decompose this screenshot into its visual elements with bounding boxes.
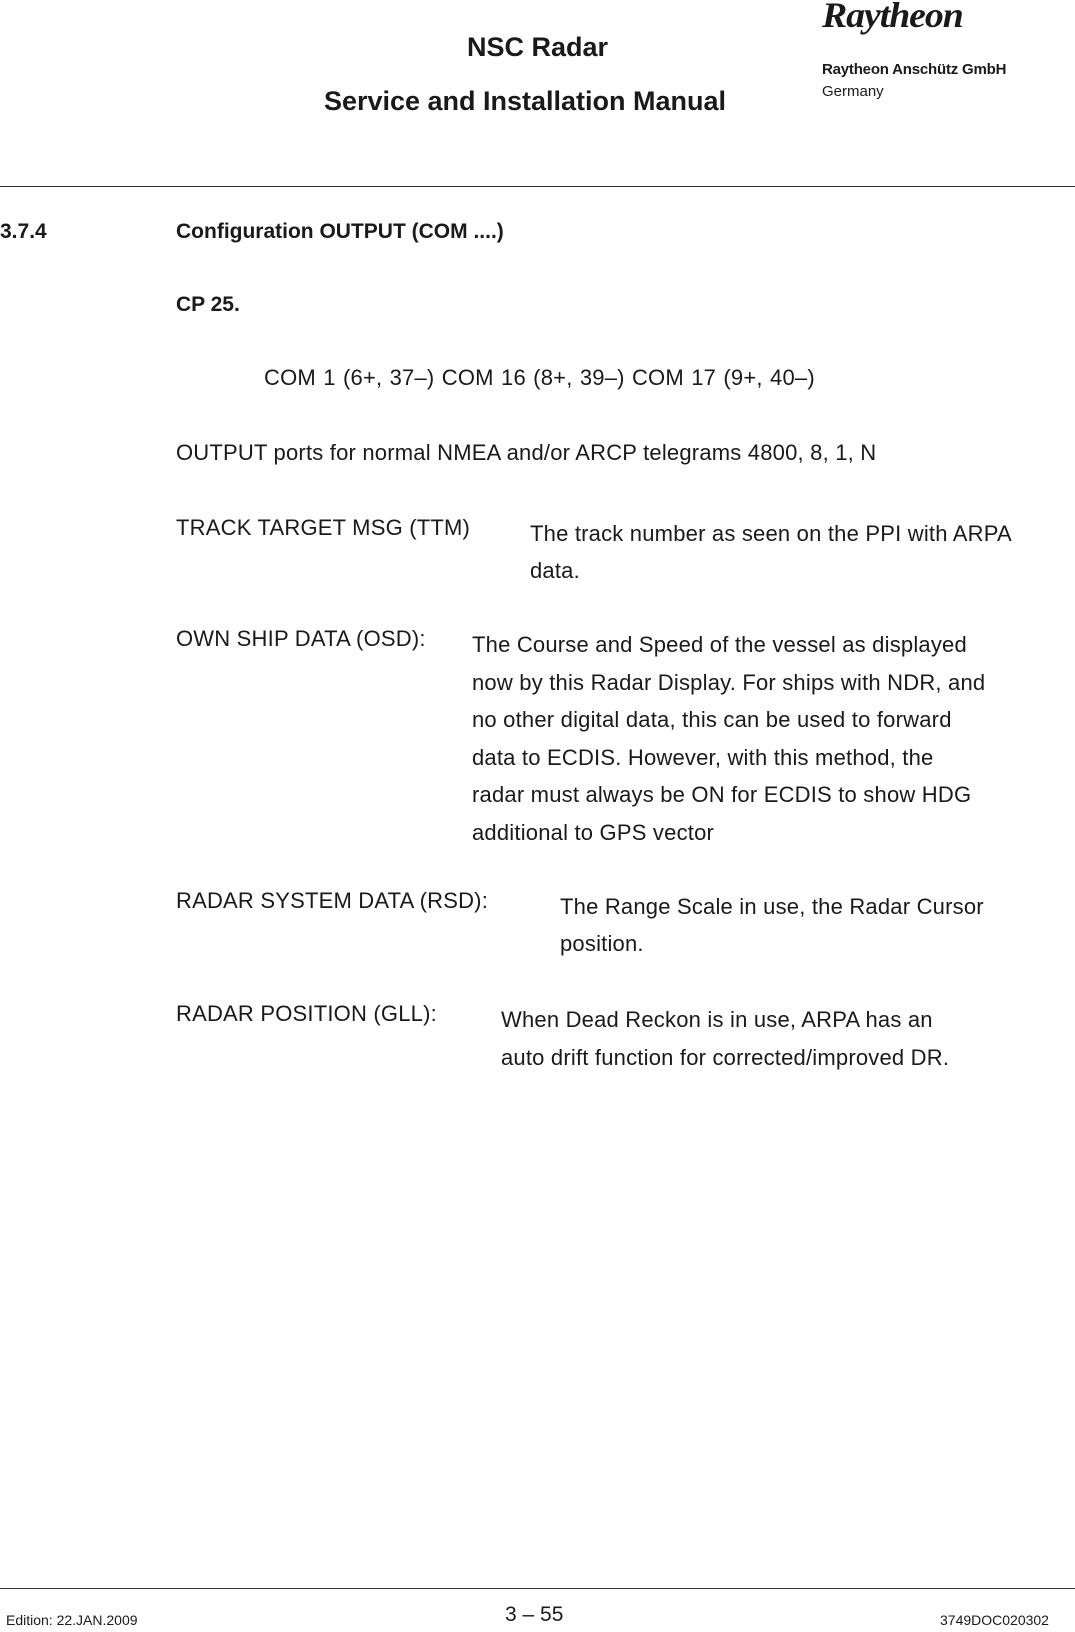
- desc-line: position.: [560, 931, 644, 956]
- footer-divider: [0, 1588, 1075, 1589]
- definition-term-osd: OWN SHIP DATA (OSD):: [176, 626, 426, 651]
- section-title: Configuration OUTPUT (COM ....): [176, 220, 504, 243]
- config-page-label: CP 25.: [176, 293, 240, 316]
- raytheon-logo: Raytheon: [822, 0, 963, 35]
- page-title: NSC Radar: [466, 32, 609, 62]
- definition-term-gll: RADAR POSITION (GLL):: [176, 1001, 437, 1026]
- edition-date: Edition: 22.JAN.2009: [6, 1612, 138, 1628]
- header-divider: [0, 186, 1075, 187]
- company-country: Germany: [822, 83, 884, 100]
- desc-line: radar must always be ON for ECDIS to show HDG: [472, 782, 972, 807]
- com-ports-line: COM 1 (6+, 37–) COM 16 (8+, 39–) COM 17 (9+, 40–): [264, 365, 815, 390]
- desc-line: auto drift function for corrected/improved DR.: [501, 1044, 950, 1070]
- desc-line: no other digital data, this can be used to forward: [472, 707, 952, 732]
- document-code: 3749DOC020302: [940, 1612, 1049, 1628]
- desc-line: data to ECDIS. However, with this method, the: [472, 744, 934, 770]
- definition-desc-rsd: [560, 888, 1070, 962]
- output-ports-line: OUTPUT ports for normal NMEA and/or ARCP telegrams 4800, 8, 1, N: [176, 440, 877, 465]
- page-subtitle: Service and Installation Manual: [323, 86, 727, 116]
- definition-desc-osd: [472, 626, 1062, 851]
- desc-line: additional to GPS vector: [472, 819, 715, 845]
- desc-line: now by this Radar Display. For ships with NDR, and: [472, 669, 986, 695]
- desc-line: data.: [530, 558, 580, 583]
- desc-line: The Range Scale in use, the Radar Cursor: [560, 894, 984, 919]
- definition-term-rsd: RADAR SYSTEM DATA (RSD):: [176, 888, 489, 913]
- page-number: 3 – 55: [505, 1603, 564, 1626]
- desc-line: When Dead Reckon is in use, ARPA has an: [501, 1007, 933, 1032]
- definition-desc-gll: [501, 1001, 1041, 1076]
- company-name: Raytheon Anschütz GmbH: [822, 61, 1007, 78]
- section-number: 3.7.4: [0, 220, 47, 243]
- desc-line: The track number as seen on the PPI with ARPA: [530, 521, 1012, 546]
- definition-desc-ttm: [530, 515, 1075, 589]
- definition-term-ttm: TRACK TARGET MSG (TTM): [176, 515, 471, 540]
- desc-line: The Course and Speed of the vessel as displayed: [472, 632, 967, 657]
